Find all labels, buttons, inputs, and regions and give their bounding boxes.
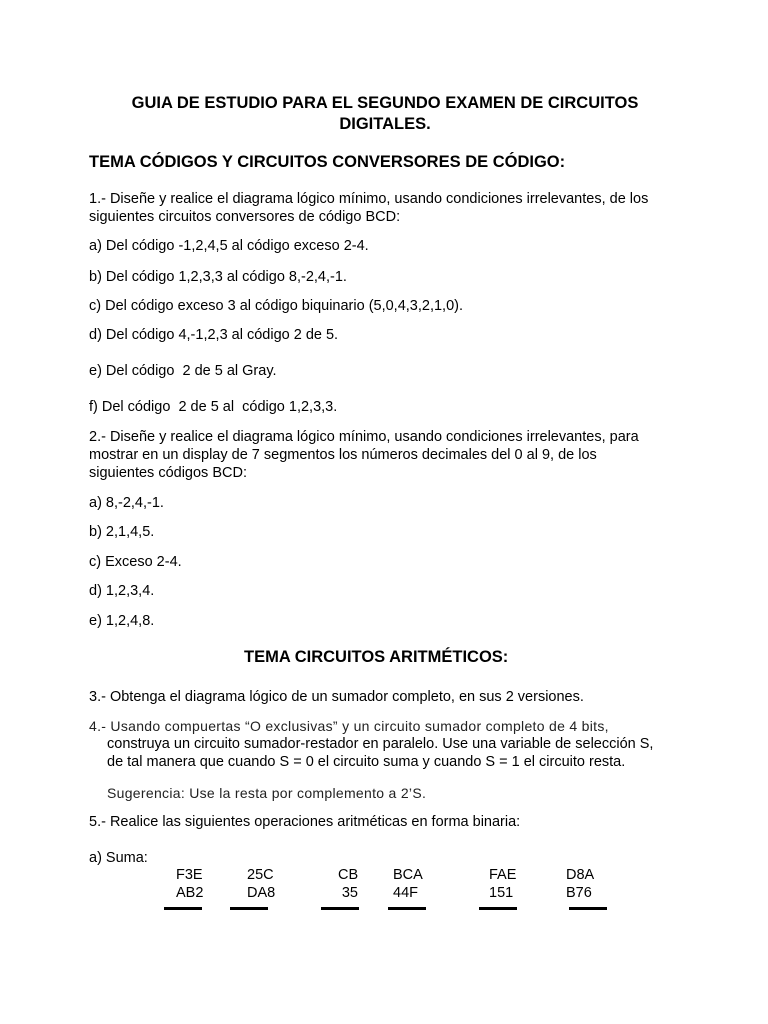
question-5: 5.- Realice las siguientes operaciones aritméticas en forma binaria: [89, 814, 521, 830]
question-1-line-2: siguientes circuitos conversores de código BCD: [89, 209, 401, 225]
question-2 [89, 428, 689, 482]
q1-item-d: d) Del código 4,-1,2,3 al código 2 de 5. [89, 327, 339, 343]
operation-6-bottom: B76 [566, 885, 592, 901]
q1-item-a: a) Del código -1,2,4,5 al código exceso 2-4. [89, 238, 369, 254]
q2-item-a: a) 8,-2,4,-1. [89, 495, 164, 511]
operation-3-bottom: 35 [341, 885, 358, 901]
question-1-line-1: 1.- Diseñe y realice el diagrama lógico mínimo, usando condiciones irrelevantes, de los [89, 191, 649, 207]
operation-3 [338, 866, 358, 902]
q1-item-e: e) Del código 2 de 5 al Gray. [89, 363, 277, 379]
operation-5-rule [479, 907, 517, 910]
question-3: 3.- Obtenga el diagrama lógico de un sumador completo, en sus 2 versiones. [89, 689, 584, 705]
section-heading-codigos: TEMA CÓDIGOS Y CIRCUITOS CONVERSORES DE CÓDIGO: [89, 153, 566, 171]
operation-6-top: D8A [566, 867, 595, 883]
q2-item-c: c) Exceso 2-4. [89, 554, 182, 570]
operation-1 [176, 866, 203, 902]
q1-item-c: c) Del código exceso 3 al código biquinario (5,0,4,3,2,1,0). [89, 298, 463, 314]
q2-item-d: d) 1,2,3,4. [89, 583, 155, 599]
title-line-1: GUIA DE ESTUDIO PARA EL SEGUNDO EXAMEN DE CIRCUITOS [131, 94, 639, 112]
question-2-line-3: siguientes códigos BCD: [89, 465, 247, 481]
q2-item-b: b) 2,1,4,5. [89, 524, 155, 540]
suma-label: a) Suma: [89, 850, 148, 866]
question-4-hint: Sugerencia: Use la resta por complemento a 2’S. [107, 785, 427, 801]
question-1 [89, 190, 689, 226]
operation-1-bottom: AB2 [176, 885, 204, 901]
operation-4-top: BCA [393, 867, 423, 883]
q1-item-b: b) Del código 1,2,3,3 al código 8,-2,4,-1. [89, 269, 347, 285]
document-title [80, 93, 690, 135]
question-4 [89, 717, 689, 771]
operation-2-rule [230, 907, 268, 910]
question-4-line-3: de tal manera que cuando S = 0 el circuito suma y cuando S = 1 el circuito resta. [107, 754, 626, 770]
operation-3-rule [321, 907, 359, 910]
operation-5-top: FAE [489, 867, 517, 883]
question-2-line-1: 2.- Diseñe y realice el diagrama lógico mínimo, usando condiciones irrelevantes, para [89, 429, 639, 445]
q1-item-f: f) Del código 2 de 5 al código 1,2,3,3. [89, 399, 338, 415]
operation-1-top: F3E [176, 867, 203, 883]
section-heading-aritmeticos: TEMA CIRCUITOS ARITMÉTICOS: [244, 648, 509, 666]
operation-4-rule [388, 907, 426, 910]
operation-5-bottom: 151 [489, 885, 514, 901]
operation-2-bottom: DA8 [247, 885, 276, 901]
operation-1-rule [164, 907, 202, 910]
operation-5 [489, 866, 516, 902]
operation-4-bottom: 44F [393, 885, 418, 901]
question-4-line-2: construya un circuito sumador-restador en paralelo. Use una variable de selección S, [107, 736, 654, 752]
question-2-line-2: mostrar en un display de 7 segmentos los números decimales del 0 al 9, de los [89, 447, 597, 463]
operation-6-rule [569, 907, 607, 910]
question-4-line-1: 4.- Usando compuertas “O exclusivas” y un circuito sumador completo de 4 bits, [89, 718, 609, 734]
operation-2 [247, 866, 275, 902]
operation-6 [566, 866, 594, 902]
operation-2-top: 25C [247, 867, 274, 883]
title-line-2: DIGITALES. [339, 115, 431, 133]
q2-item-e: e) 1,2,4,8. [89, 613, 155, 629]
operation-3-top: CB [338, 867, 359, 883]
operation-4 [393, 866, 423, 902]
